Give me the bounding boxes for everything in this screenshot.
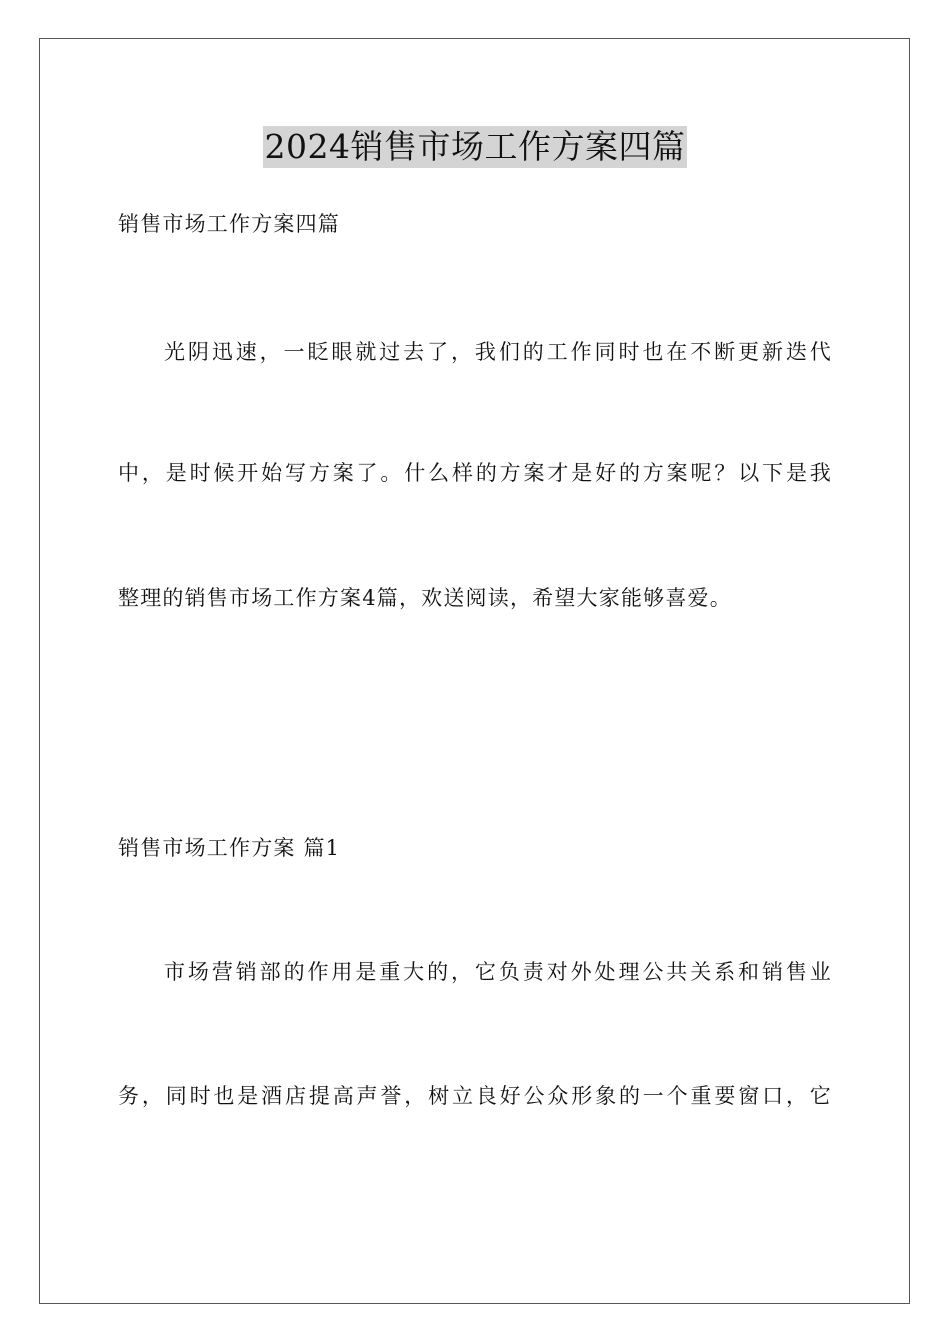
intro-line-3: 整理的销售市场工作方案4篇，欢送阅读，希望大家能够喜爱。 — [118, 586, 732, 610]
section-line-1: 市场营销部的作用是重大的，它负责对外处理公共关系和销售业 — [164, 960, 832, 984]
section-heading: 销售市场工作方案 篇1 — [118, 836, 341, 860]
section-line-2: 务，同时也是酒店提高声誉，树立良好公众形象的一个重要窗口，它 — [118, 1084, 832, 1108]
intro-line-2: 中，是时候开始写方案了。什么样的方案才是好的方案呢？以下是我 — [118, 461, 832, 485]
intro-line-1: 光阴迅速，一眨眼就过去了，我们的工作同时也在不断更新迭代 — [164, 340, 832, 364]
document-subtitle: 销售市场工作方案四篇 — [118, 212, 340, 236]
title-container — [0, 126, 950, 168]
document-title: 2024销售市场工作方案四篇 — [264, 127, 686, 166]
